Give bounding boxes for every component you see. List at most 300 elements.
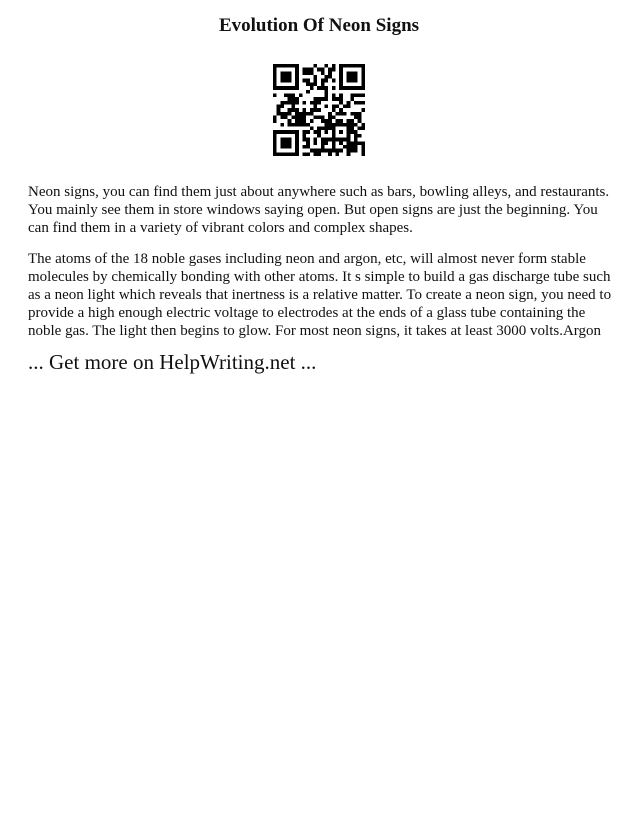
qr-module	[354, 64, 358, 68]
qr-module	[291, 123, 295, 127]
qr-module	[313, 64, 317, 68]
qr-module	[336, 138, 340, 142]
qr-module	[291, 130, 295, 134]
qr-module	[317, 149, 321, 153]
qr-module	[347, 71, 351, 75]
qr-module	[317, 101, 321, 105]
qr-module	[280, 101, 284, 105]
qr-module	[302, 116, 306, 120]
qr-module	[295, 134, 299, 138]
qr-module	[347, 152, 351, 156]
qr-module	[288, 141, 292, 145]
qr-module	[299, 116, 303, 120]
qr-module	[354, 79, 358, 83]
qr-module	[295, 97, 299, 101]
qr-module	[280, 116, 284, 120]
qr-module	[354, 75, 358, 79]
qr-module	[313, 104, 317, 108]
qr-module	[361, 82, 365, 86]
qr-module	[347, 149, 351, 153]
qr-module	[328, 112, 332, 116]
qr-module	[288, 108, 292, 112]
qr-module	[317, 108, 321, 112]
qr-module	[302, 79, 306, 83]
qr-module	[350, 149, 354, 153]
qr-module	[358, 93, 362, 97]
qr-module	[313, 75, 317, 79]
qr-module	[358, 86, 362, 90]
qr-module	[310, 101, 314, 105]
qr-module	[313, 79, 317, 83]
qr-module	[336, 152, 340, 156]
qr-module	[354, 93, 358, 97]
qr-module	[280, 123, 284, 127]
qr-module	[313, 149, 317, 153]
qr-module	[321, 86, 325, 90]
qr-module	[332, 134, 336, 138]
qr-module	[350, 75, 354, 79]
qr-module	[280, 79, 284, 83]
qr-module	[273, 79, 277, 83]
qr-module	[358, 141, 362, 145]
page-title: Evolution Of Neon Signs	[218, 15, 420, 36]
qr-module	[332, 130, 336, 134]
qr-module	[280, 141, 284, 145]
qr-module	[273, 149, 277, 153]
qr-module	[343, 64, 347, 68]
qr-module	[277, 152, 281, 156]
qr-module	[295, 86, 299, 90]
qr-module	[339, 97, 343, 101]
qr-module	[332, 108, 336, 112]
qr-module	[358, 101, 362, 105]
qr-module	[280, 64, 284, 68]
qr-module	[350, 97, 354, 101]
qr-module	[306, 123, 310, 127]
qr-module	[295, 108, 299, 112]
qr-module	[350, 93, 354, 97]
qr-module	[325, 64, 329, 68]
qr-module	[280, 112, 284, 116]
qr-module	[284, 112, 288, 116]
qr-module	[350, 123, 354, 127]
qr-module	[339, 108, 343, 112]
qr-module	[295, 130, 299, 134]
qr-module	[339, 64, 343, 68]
qr-module	[317, 127, 321, 131]
qr-module	[277, 64, 281, 68]
qr-module	[306, 112, 310, 116]
qr-module	[328, 123, 332, 127]
qr-module	[306, 71, 310, 75]
qr-module	[321, 97, 325, 101]
qr-module	[317, 116, 321, 120]
qr-module	[280, 104, 284, 108]
qr-module	[328, 116, 332, 120]
qr-module	[291, 93, 295, 97]
qr-module	[332, 79, 336, 83]
qr-module	[321, 116, 325, 120]
qr-module	[288, 145, 292, 149]
qr-module	[299, 123, 303, 127]
paragraph-noble-gases: The atoms of the 18 noble gases including neon and argon, etc, will almost never form stable molecules by chemically bonding with other atoms. It s simple to build a gas discharge tube such as a neon light which reveals that inertness is a relative matter. To create a neon sign, you need to provide a high enough electric voltage to electrodes at the ends of a glass tube containing the noble gas. The light then begins to glow. For most neon signs, it takes at least 3000 volts.Argon	[28, 251, 612, 339]
qr-module	[273, 86, 277, 90]
qr-module	[310, 68, 314, 72]
qr-module	[317, 130, 321, 134]
qr-module	[291, 86, 295, 90]
qr-module	[284, 71, 288, 75]
qr-module	[288, 71, 292, 75]
qr-module	[354, 149, 358, 153]
qr-module	[350, 119, 354, 123]
qr-module	[325, 119, 329, 123]
qr-module	[343, 112, 347, 116]
qr-module	[332, 116, 336, 120]
qr-module	[306, 68, 310, 72]
qr-module	[288, 75, 292, 79]
qr-module	[361, 152, 365, 156]
qr-module	[325, 123, 329, 127]
qr-module	[277, 104, 281, 108]
qr-module	[354, 71, 358, 75]
qr-module	[350, 145, 354, 149]
qr-module	[302, 68, 306, 72]
qr-module	[321, 127, 325, 131]
qr-module	[280, 138, 284, 142]
qr-module	[284, 79, 288, 83]
qr-module	[339, 141, 343, 145]
qr-module	[361, 108, 365, 112]
qr-module	[302, 71, 306, 75]
qr-module	[332, 93, 336, 97]
qr-module	[288, 86, 292, 90]
qr-module	[273, 130, 277, 134]
qr-module	[321, 149, 325, 153]
qr-module	[310, 108, 314, 112]
qr-module	[288, 152, 292, 156]
qr-module	[354, 86, 358, 90]
qr-module	[339, 86, 343, 90]
qr-module	[273, 138, 277, 142]
qr-module	[354, 123, 358, 127]
qr-module	[347, 134, 351, 138]
qr-module	[354, 134, 358, 138]
qr-module	[325, 104, 329, 108]
qr-module	[306, 90, 310, 94]
qr-module	[325, 93, 329, 97]
qr-module	[328, 127, 332, 131]
qr-module	[361, 75, 365, 79]
qr-module	[354, 101, 358, 105]
qr-module	[273, 93, 277, 97]
qr-module	[284, 93, 288, 97]
qr-module	[339, 71, 343, 75]
qr-module	[280, 75, 284, 79]
qr-module	[325, 130, 329, 134]
qr-module	[358, 112, 362, 116]
qr-module	[295, 123, 299, 127]
qr-module	[317, 68, 321, 72]
qr-module	[343, 138, 347, 142]
qr-module	[306, 138, 310, 142]
qr-module	[350, 141, 354, 145]
qr-module	[284, 86, 288, 90]
qr-module	[350, 86, 354, 90]
qr-module	[354, 112, 358, 116]
qr-module	[332, 104, 336, 108]
qr-module	[291, 108, 295, 112]
qr-module	[295, 75, 299, 79]
qr-module	[295, 116, 299, 120]
qr-module	[302, 134, 306, 138]
qr-module	[350, 71, 354, 75]
qr-module	[325, 86, 329, 90]
qr-module	[295, 112, 299, 116]
qr-module	[325, 127, 329, 131]
qr-module	[325, 141, 329, 145]
qr-module	[350, 112, 354, 116]
qr-module	[280, 145, 284, 149]
qr-module	[339, 130, 343, 134]
qr-module	[347, 123, 351, 127]
qr-module	[361, 68, 365, 72]
qr-module	[273, 116, 277, 120]
qr-module	[343, 123, 347, 127]
qr-module	[325, 90, 329, 94]
qr-module	[284, 116, 288, 120]
qr-module	[328, 119, 332, 123]
qr-module	[288, 119, 292, 123]
qr-module	[291, 104, 295, 108]
qr-module	[339, 123, 343, 127]
qr-module	[295, 101, 299, 105]
qr-module	[310, 127, 314, 131]
qr-module	[295, 141, 299, 145]
paragraph-intro: Neon signs, you can find them just about anywhere such as bars, bowling alleys, and restaurants. You mainly see them in store windows saying open. But open signs are just the beginning. You can find them in a variety of vibrant colors and complex shapes.	[28, 184, 610, 236]
qr-module	[339, 101, 343, 105]
qr-module	[325, 79, 329, 83]
qr-module	[313, 82, 317, 86]
qr-module	[291, 97, 295, 101]
qr-module	[313, 101, 317, 105]
qr-module	[343, 86, 347, 90]
qr-module	[358, 134, 362, 138]
qr-module	[350, 127, 354, 131]
qr-module	[354, 138, 358, 142]
qr-module	[302, 152, 306, 156]
qr-module	[284, 138, 288, 142]
qr-module	[306, 141, 310, 145]
qr-module	[339, 79, 343, 83]
qr-module	[295, 119, 299, 123]
qr-module	[321, 145, 325, 149]
qr-module	[347, 101, 351, 105]
qr-module	[361, 101, 365, 105]
qr-module	[343, 145, 347, 149]
qr-module	[347, 86, 351, 90]
qr-module	[347, 145, 351, 149]
qr-module	[288, 79, 292, 83]
qr-module	[273, 82, 277, 86]
get-more-link[interactable]: ... Get more on HelpWriting.net ...	[28, 350, 317, 374]
qr-module	[284, 152, 288, 156]
qr-code-icon	[273, 64, 365, 156]
qr-module	[321, 141, 325, 145]
qr-module	[332, 68, 336, 72]
qr-module	[284, 64, 288, 68]
qr-module	[339, 138, 343, 142]
qr-module	[361, 145, 365, 149]
qr-module	[336, 97, 340, 101]
qr-module	[288, 93, 292, 97]
qr-module	[361, 127, 365, 131]
qr-module	[336, 112, 340, 116]
qr-module	[328, 152, 332, 156]
qr-module	[273, 75, 277, 79]
qr-module	[317, 86, 321, 90]
qr-module	[361, 149, 365, 153]
qr-module	[299, 112, 303, 116]
qr-module	[339, 119, 343, 123]
qr-module	[284, 130, 288, 134]
qr-module	[295, 138, 299, 142]
qr-module	[332, 86, 336, 90]
qr-module	[358, 119, 362, 123]
qr-module	[277, 108, 281, 112]
qr-module	[339, 149, 343, 153]
qr-module	[302, 123, 306, 127]
qr-module	[347, 127, 351, 131]
qr-module	[273, 134, 277, 138]
qr-module	[273, 71, 277, 75]
qr-module	[295, 152, 299, 156]
qr-module	[332, 138, 336, 142]
qr-module	[295, 71, 299, 75]
qr-module	[284, 101, 288, 105]
qr-module	[350, 64, 354, 68]
qr-module	[325, 138, 329, 142]
qr-module	[325, 75, 329, 79]
qr-module	[273, 141, 277, 145]
qr-module	[321, 119, 325, 123]
qr-module	[361, 64, 365, 68]
qr-module	[336, 149, 340, 153]
qr-module	[321, 138, 325, 142]
qr-module	[321, 82, 325, 86]
qr-module	[350, 79, 354, 83]
qr-module	[280, 71, 284, 75]
qr-module	[321, 71, 325, 75]
qr-module	[361, 141, 365, 145]
qr-module	[306, 79, 310, 83]
qr-module	[291, 64, 295, 68]
qr-module	[277, 86, 281, 90]
qr-module	[332, 64, 336, 68]
qr-module	[332, 149, 336, 153]
qr-module	[302, 145, 306, 149]
qr-module	[321, 68, 325, 72]
qr-module	[291, 152, 295, 156]
qr-module	[358, 127, 362, 131]
qr-module	[273, 145, 277, 149]
qr-module	[302, 108, 306, 112]
qr-module	[350, 130, 354, 134]
qr-module	[288, 123, 292, 127]
qr-module	[280, 152, 284, 156]
qr-module	[358, 64, 362, 68]
qr-module	[339, 82, 343, 86]
qr-module	[306, 82, 310, 86]
qr-module	[332, 97, 336, 101]
qr-module	[328, 68, 332, 72]
qr-module	[328, 71, 332, 75]
qr-module	[347, 119, 351, 123]
qr-module	[313, 152, 317, 156]
qr-module	[361, 93, 365, 97]
qr-module	[347, 75, 351, 79]
qr-module	[354, 141, 358, 145]
qr-module	[277, 130, 281, 134]
qr-module	[339, 93, 343, 97]
qr-module	[295, 64, 299, 68]
qr-module	[280, 86, 284, 90]
qr-module	[325, 97, 329, 101]
qr-module	[325, 149, 329, 153]
qr-module	[332, 145, 336, 149]
qr-module	[299, 119, 303, 123]
qr-module	[288, 97, 292, 101]
qr-module	[347, 138, 351, 142]
qr-module	[273, 152, 277, 156]
qr-module	[343, 104, 347, 108]
qr-module	[313, 108, 317, 112]
qr-module	[313, 141, 317, 145]
qr-module	[332, 141, 336, 145]
qr-module	[302, 101, 306, 105]
qr-module	[347, 130, 351, 134]
qr-module	[354, 116, 358, 120]
qr-module	[313, 116, 317, 120]
qr-module	[310, 82, 314, 86]
qr-module	[295, 145, 299, 149]
qr-module	[332, 127, 336, 131]
qr-module	[310, 71, 314, 75]
qr-module	[302, 130, 306, 134]
qr-module	[310, 119, 314, 123]
qr-module	[310, 112, 314, 116]
qr-module	[273, 64, 277, 68]
qr-module	[354, 130, 358, 134]
qr-module	[339, 112, 343, 116]
qr-module	[273, 119, 277, 123]
qr-module	[284, 141, 288, 145]
qr-module	[288, 112, 292, 116]
qr-module	[339, 75, 343, 79]
qr-module	[361, 79, 365, 83]
qr-module	[317, 97, 321, 101]
qr-module	[295, 68, 299, 72]
qr-module	[328, 138, 332, 142]
qr-module	[336, 104, 340, 108]
qr-module	[317, 152, 321, 156]
qr-module	[347, 104, 351, 108]
qr-module	[288, 138, 292, 142]
qr-module	[273, 68, 277, 72]
qr-module	[328, 75, 332, 79]
qr-module	[295, 79, 299, 83]
qr-module	[313, 130, 317, 134]
qr-module	[277, 112, 281, 116]
